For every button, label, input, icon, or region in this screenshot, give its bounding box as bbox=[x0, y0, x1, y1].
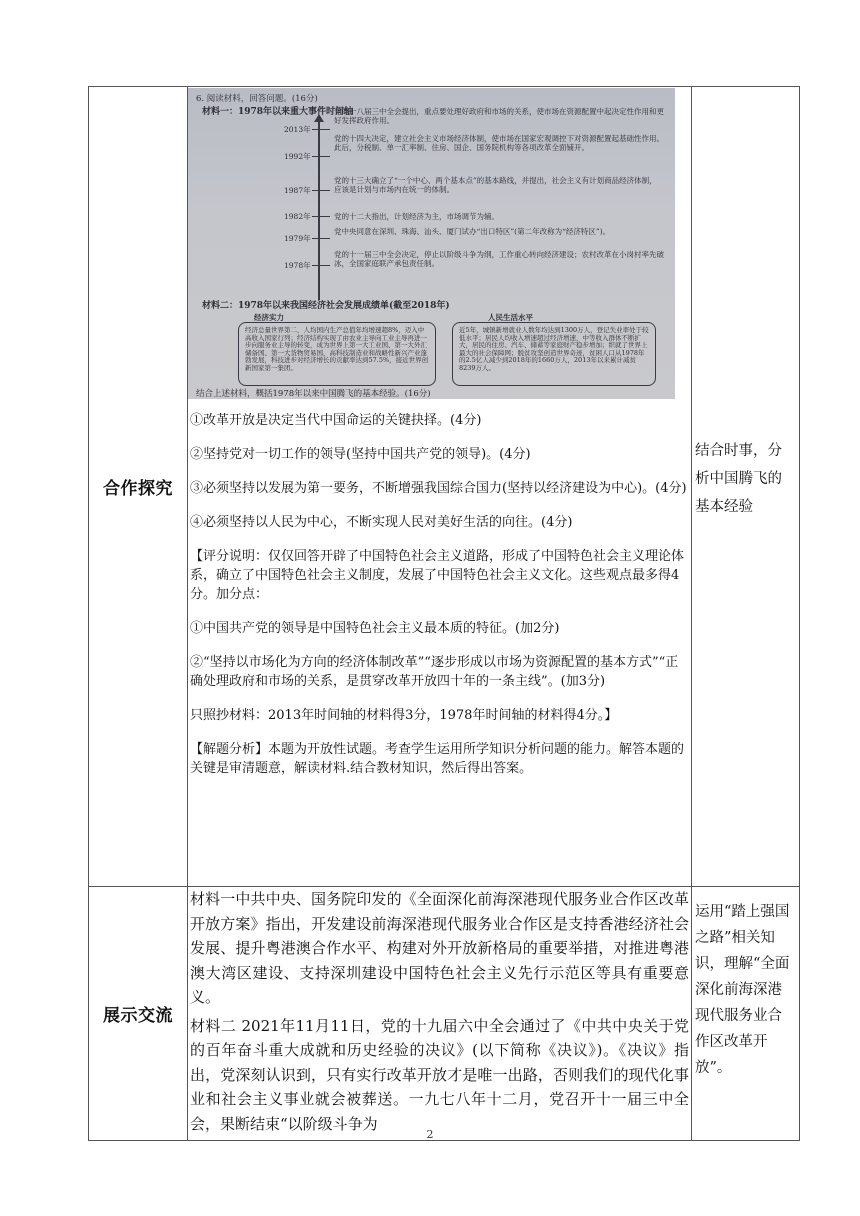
timeline-tick bbox=[312, 156, 330, 157]
timeline-year: 2013年 bbox=[284, 125, 311, 134]
panel-left-title: 经济实力 bbox=[254, 313, 284, 322]
side-note: 运用“踏上强国之路”相关知识，理解“全面深化前海深港现代服务业合作区改革开放”。 bbox=[695, 904, 790, 1076]
material-paragraph: 材料二 2021年11月11日，党的十九届六中全会通过了《中共中央关于党的百年奋斗重大成就和历史经验的决议》(以下简称《决议》)。《决议》指出，党深刻认识到，只有实行改革开放才是唯一出路，否则我们的现代化事业和社会主义事业就会被葬送。一九七八年十二月，党召开十一届三中全会，果断结束“以阶级斗争为 bbox=[190, 1016, 689, 1133]
answer-item: ①改革开放是决定当代中国命运的关键抉择。(4分) bbox=[190, 413, 482, 428]
exam-question-photo bbox=[188, 88, 675, 399]
timeline-axis bbox=[318, 120, 320, 300]
timeline-tick bbox=[312, 216, 330, 217]
material1-title: 材料一：1978年以来重大事件时间轴 bbox=[202, 107, 354, 117]
panel-right-title: 人民生活水平 bbox=[488, 313, 533, 322]
answer-item: ③必须坚持以发展为第一要务，不断增强我国综合国力(坚持以经济建设为中心)。(4分) bbox=[190, 481, 687, 496]
row-label: 展示交流 bbox=[103, 1006, 173, 1026]
material-paragraph: 材料一中共中央、国务院印发的《全面深化前海深港现代服务业合作区改革开放方案》指出，开发建设前海深港现代服务业合作区是支持香港经济社会发展、提升粤港澳合作水平、构建对外开放新格局的重要举措，对推进粤港澳大湾区建设、支持深圳建设中国特色社会主义先行示范区等具有重要意义。 bbox=[190, 890, 689, 1006]
bottom-prompt: 结合上述材料，概括1978年以来中国腾飞的基本经验。(16分) bbox=[196, 389, 431, 399]
timeline-event: 党中央同意在深圳、珠海、汕头、厦门试办“出口特区”(第二年改称为“经济特区”)。 bbox=[334, 227, 611, 236]
timeline-event: 党的十八届三中全会提出，重点要处理好政府和市场的关系，使市场在资源配置中起决定性作用和更好发挥政府作用。 bbox=[334, 107, 664, 125]
timeline-event: 党的十一届三中全会决定，停止以阶级斗争为纲，工作重心转向经济建设；农村改革在小岗村率先破冰，全国家庭联产承包责任制。 bbox=[334, 250, 664, 268]
timeline-event: 党的十三大确立了“一个中心、两个基本点”的基本路线，并提出，社会主义有计划商品经济体制，应该是计划与市场内在统一的体制。 bbox=[334, 176, 657, 194]
content-cell bbox=[188, 887, 692, 1141]
question-header: 6. 阅读材料，回答问题。(16分) bbox=[196, 94, 318, 104]
lesson-table bbox=[88, 86, 800, 1141]
timeline-tick bbox=[312, 190, 330, 191]
timeline-year: 1978年 bbox=[284, 261, 311, 270]
scoring-note: 【评分说明：仅仅回答开辟了中国特色社会主义道路，形成了中国特色社会主义理论体系，确立了中国特色社会主义制度，发展了中国特色社会主义文化。这些观点最多得4分。加分点： bbox=[190, 549, 685, 602]
material2-title: 材料二：1978年以来我国经济社会发展成绩单(截至2018年) bbox=[202, 301, 450, 311]
page-number: 2 bbox=[426, 1128, 434, 1141]
panel-left-box: 经济总量世界第二，人均国内生产总值年均增速超8%，迈入中高收入国家行列；经济结构实现了由农业主导向工业主导再进一步向服务业主导的转变，成为世界上第一大工业国、第一大外汇储备国、第一大货物贸易国，高科技制造业和战略性新兴产业蓬勃发展，科技进步对经济增长的贡献率达到57.5%，接近世界创新国家第一集团。 bbox=[238, 322, 436, 386]
timeline-tick bbox=[312, 129, 330, 130]
bonus-item: ①中国共产党的领导是中国特色社会主义最本质的特征。(加2分) bbox=[190, 621, 560, 636]
bonus-item: ②“坚持以市场化为方向的经济体制改革”“逐步形成以市场为资源配置的基本方式”“正确处理政府和市场的关系，是贯穿改革开放四十年的一条主线”。(加3分) bbox=[190, 655, 679, 689]
table-row-presentation bbox=[89, 887, 800, 1141]
side-cell bbox=[692, 87, 800, 887]
side-cell bbox=[692, 887, 800, 1141]
material-block bbox=[188, 887, 691, 1136]
timeline-year: 1979年 bbox=[284, 234, 311, 243]
row-label: 合作探究 bbox=[103, 479, 173, 499]
side-note: 结合时事，分析中国腾飞的基本经验 bbox=[695, 443, 782, 515]
timeline-event: 党的十二大指出，计划经济为主，市场调节为辅。 bbox=[334, 212, 499, 221]
label-cell bbox=[89, 887, 188, 1141]
panel-right-box: 近5年，城镇新增就业人数年均达到1300万人，登记失业率处于较低水平；居民人均收入增速超过经济增速，中等收入群体不断扩大，居民的住房、汽车、储蓄等家庭财产稳步增加；织就了世界上最大的社会保障网；脱贫攻坚创造世界奇迹，贫困人口从1978年的2.5亿人减少到2018年的1660万人，2013年以来累计减贫8239万人。 bbox=[452, 322, 656, 386]
content-cell bbox=[188, 87, 692, 887]
answer-item: ④必须坚持以人民为中心，不断实现人民对美好生活的向往。(4分) bbox=[190, 515, 573, 530]
timeline-year: 1987年 bbox=[284, 186, 311, 195]
timeline-tick bbox=[312, 265, 330, 266]
timeline-event: 党的十四大决定，建立社会主义市场经济体制，使市场在国家宏观调控下对资源配置起基础性作用。此后，分税制、单一汇率制、住房、国企、国务院机构等各项改革全面铺开。 bbox=[334, 134, 664, 152]
label-cell bbox=[89, 87, 188, 887]
analysis-note: 【解题分析】本题为开放性试题。考查学生运用所学知识分析问题的能力。解答本题的关键是审清题意，解读材料.结合教材知识，然后得出答案。 bbox=[190, 742, 685, 776]
timeline-year: 1982年 bbox=[284, 212, 311, 221]
answer-block bbox=[188, 411, 691, 778]
copy-note: 只照抄材料：2013年时间轴的材料得3分，1978年时间轴的材料得4分。】 bbox=[190, 708, 618, 723]
table-row-cooperative-inquiry bbox=[89, 87, 800, 887]
timeline-year: 1992年 bbox=[284, 152, 311, 161]
answer-item: ②坚持党对一切工作的领导(坚持中国共产党的领导)。(4分) bbox=[190, 447, 531, 462]
timeline-tick bbox=[312, 238, 330, 239]
